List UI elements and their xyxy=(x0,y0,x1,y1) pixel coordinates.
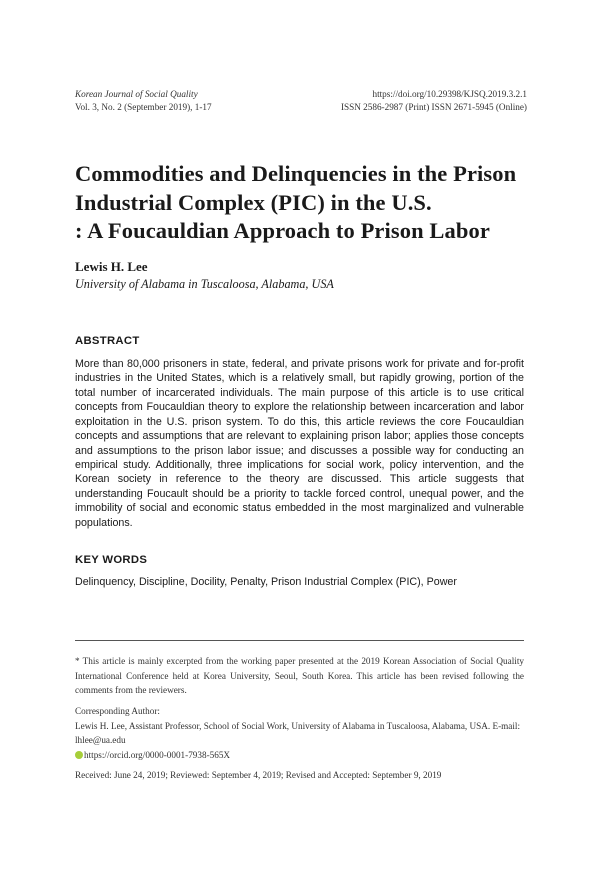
journal-volume: Vol. 3, No. 2 (September 2019), 1-17 xyxy=(75,101,212,112)
title-line-1: Commodities and Delinquencies in the Prison xyxy=(75,161,517,186)
orcid-icon xyxy=(75,751,83,759)
keywords-heading: KEY WORDS xyxy=(75,554,148,566)
keywords-text: Delinquency, Discipline, Docility, Penalty, Prison Industrial Complex (PIC), Power xyxy=(75,576,457,588)
title-line-3: : A Foucauldian Approach to Prison Labor xyxy=(75,218,490,243)
corresponding-author-block xyxy=(75,704,524,762)
journal-header-left xyxy=(75,88,212,113)
corresponding-author-details: Lewis H. Lee, Assistant Professor, School of Social Work, University of Alabama in Tuscaloosa, Alabama, USA. E-mail: xyxy=(75,720,521,731)
abstract-text: More than 80,000 prisoners in state, federal, and private prisons work for private and for-profit industries in the United States, which is a relatively small, but rapidly growing, portion of the total number of incarcerated individuals. The main purpose of this article is to use critical concepts from Foucauldian theory to explore the relationship between incarceration and labor exploitation in the U.S. prison system. To do this, this article reviews the core Foucauldian concepts and assumptions that are relevant to explaining prison labor; applies those concepts and assumptions to the prison labor issue; and discusses a possible way for conducting an empirical study. Additionally, three implications for social work, policy intervention, and the Korean society in reference to the theory are discussed. This article suggests that understanding Foucault should be a priority to tackle forced control, unequal power, and the immobility of social and economic status embedded in the most marginalized and vulnerable populations. xyxy=(75,358,524,529)
abstract-heading: ABSTRACT xyxy=(75,335,140,347)
footnote-text: * This article is mainly excerpted from the working paper presented at the 2019 Korean Association of Social Quality International Conference held at Korea University, Seoul, South Korea. This article has been revised following the comments from the reviewers. xyxy=(75,656,524,695)
issn-info: ISSN 2586-2987 (Print) ISSN 2671-5945 (Online) xyxy=(340,101,527,112)
journal-header-right xyxy=(341,88,527,113)
footnote-divider xyxy=(75,640,524,641)
author-name: Lewis H. Lee xyxy=(75,259,148,274)
corresponding-author-label: Corresponding Author: xyxy=(75,706,160,716)
journal-name: Korean Journal of Social Quality xyxy=(75,89,198,99)
doi-link[interactable]: https://doi.org/10.29398/KJSQ.2019.3.2.1 xyxy=(372,89,527,99)
orcid-link[interactable]: https://orcid.org/0000-0001-7938-565X xyxy=(84,749,231,760)
title-line-2: Industrial Complex (PIC) in the U.S. xyxy=(75,189,432,215)
author-affiliation: University of Alabama in Tuscaloosa, Alabama, USA xyxy=(75,277,334,291)
orcid-line xyxy=(75,748,524,763)
email-link[interactable]: lhlee@ua.edu xyxy=(75,735,126,745)
article-dates: Received: June 24, 2019; Reviewed: September 4, 2019; Revised and Accepted: September 9, 2019 xyxy=(75,770,442,780)
article-title xyxy=(75,160,535,246)
